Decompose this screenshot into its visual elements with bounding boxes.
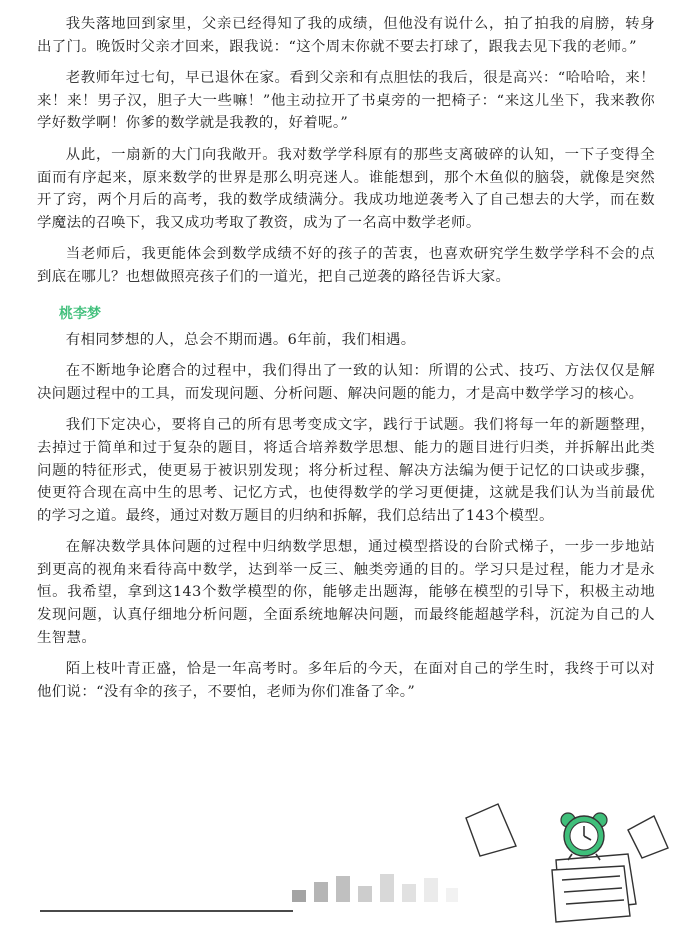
paragraph: 在不断地争论磨合的过程中，我们得出了一致的认知：所谓的公式、技巧、方法仅仅是解决问题过程中的工具，而发现问题、分析问题、解决问题的能力，才是高中数学学习的核心。 [37,363,655,402]
alarm-clock-icon [561,813,607,860]
flying-paper-icon [466,804,516,856]
decorative-fade-bars [292,866,462,906]
footer-divider [40,910,293,912]
paragraph: 当老师后，我更能体会到数学成绩不好的孩子的苦衷，也喜欢研究学生数学学科不会的点到底在哪儿？也想做照亮孩子们的一道光，把自己逆袭的路径告诉大家。 [37,246,655,285]
paragraph: 陌上枝叶青正盛，恰是一年高考时。多年后的今天，在面对自己的学生时，我终于可以对他们说：“没有伞的孩子，不要怕，老师为你们准备了伞。” [37,661,655,700]
paragraph: 我失落地回到家里，父亲已经得知了我的成绩，但他没有说什么，拍了拍我的肩膀，转身出了门。晚饭时父亲才回来，跟我说：“这个周末你就不要去打球了，跟我去见下我的老师。” [37,16,655,55]
alarm-clock-illustration [460,800,680,925]
paragraph: 老教师年过七旬，早已退休在家。看到父亲和有点胆怯的我后，很是高兴：“哈哈哈，来！来！来！男子汉，胆子大一些嘛！”他主动拉开了书桌旁的一把椅子：“来这儿坐下，我来教你学好数学啊！你爹的数学就是我教的，好着呢。” [37,70,655,132]
paragraph: 有相同梦想的人，总会不期而遇。6年前，我们相遇。 [65,331,416,348]
page-body [37,13,655,712]
flying-paper-icon [628,816,668,858]
paper-stack-icon [552,854,636,922]
section-heading: 桃李梦 [59,305,101,322]
paragraph: 从此，一扇新的大门向我敞开。我对数学学科原有的那些支离破碎的认知，一下子变得全面而有序起来，原来数学的世界是那么明亮迷人。谁能想到，那个木鱼似的脑袋，就像是突然开了窍，两个月后的高考，我的数学成绩满分。我成功地逆袭考入了自己想去的大学，而在数学魔法的召唤下，我又成功考取了教资，成为了一名高中数学老师。 [37,146,655,231]
paragraph: 在解决数学具体问题的过程中归纳数学思想，通过模型搭设的台阶式梯子，一步一步地站到更高的视角来看待高中数学，达到举一反三、触类旁通的目的。学习只是过程，能力才是永恒。我希望，拿到这143个数学模型的你，能够走出题海，能够在模型的引导下，积极主动地发现问题，认真仔细地分析问题，全面系统地解决问题，而最终能超越学科，沉淀为自己的人生智慧。 [37,539,655,646]
paragraph: 我们下定决心，要将自己的所有思考变成文字，践行于试题。我们将每一年的新题整理，去掉过于简单和过于复杂的题目，将适合培养数学思想、能力的题目进行归类，并拆解出此类问题的特征形式，使更易于被识别发现；将分析过程、解决方法编为便于记忆的口诀或步骤，使更符合现在高中生的思考、记忆方式，也使得数学的学习更便捷，这就是我们认为当前最优的学习之道。最终，通过对数万题目的归纳和拆解，我们总结出了143个模型。 [37,417,655,524]
